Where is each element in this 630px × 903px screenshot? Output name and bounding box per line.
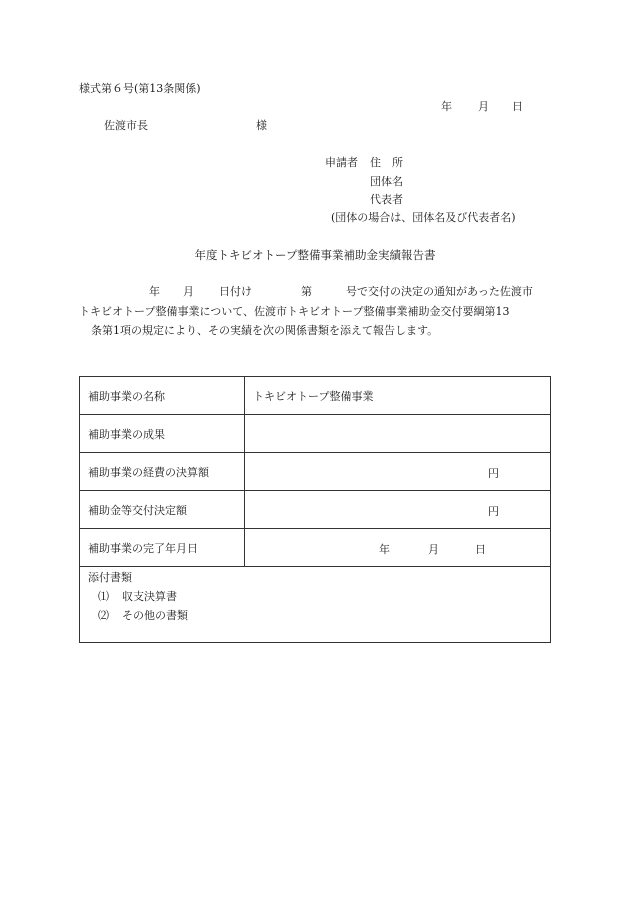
- applicant-note: (団体の場合は、団体名及び代表者名): [331, 211, 516, 224]
- completion-day: 日: [475, 543, 486, 556]
- body-month: 月: [183, 285, 194, 298]
- date-year: 年: [441, 100, 452, 113]
- attachment-item: [88, 588, 550, 604]
- attachment-text: その他の書類: [122, 609, 188, 622]
- table-row: [80, 415, 551, 453]
- applicant-label: 申請者: [325, 156, 358, 169]
- body-day-ref: 日付け: [219, 285, 252, 298]
- document-title: 年度トキビオトープ整備事業補助金実績報告書: [194, 248, 436, 262]
- attachment-text: 収支決算書: [122, 590, 177, 603]
- completion-year: 年: [379, 543, 390, 556]
- table-row: [80, 377, 551, 415]
- report-table: [79, 376, 551, 643]
- attachment-item: [88, 607, 550, 623]
- body-year: 年: [149, 285, 160, 298]
- attachment-number: ⑴: [98, 590, 109, 603]
- yen-unit: 円: [488, 467, 499, 480]
- body-line-1-rest: 号で交付の決定の通知があった佐渡市: [346, 285, 533, 298]
- completion-month: 月: [428, 543, 439, 556]
- row-label: 補助金等交付決定額: [80, 491, 245, 529]
- addressee: 佐渡市長: [104, 119, 148, 132]
- form-number: 様式第６号(第13条関係): [79, 82, 201, 95]
- date-day: 日: [512, 100, 523, 113]
- table-row: [80, 453, 551, 491]
- body-line-3: 条第1項の規定により、その実績を次の関係書類を添えて報告します。: [91, 324, 439, 337]
- table-row: [80, 529, 551, 567]
- yen-unit: 円: [488, 505, 499, 518]
- row-label: 補助事業の経費の決算額: [80, 453, 245, 491]
- table-row: [80, 491, 551, 529]
- row-label: 補助事業の成果: [80, 415, 245, 453]
- row-value: トキビオトープ整備事業: [245, 377, 551, 415]
- row-label: 補助事業の完了年月日: [80, 529, 245, 567]
- attachments-cell: [80, 567, 551, 643]
- honorific: 様: [256, 119, 267, 132]
- applicant-address-label: 住 所: [370, 156, 403, 169]
- row-label: 補助事業の名称: [80, 377, 245, 415]
- row-value: [245, 453, 551, 491]
- body-line-2: トキビオトープ整備事業について、佐渡市トキビオトープ整備事業補助金交付要綱第13: [79, 305, 510, 318]
- row-value: [245, 415, 551, 453]
- applicant-group-label: 団体名: [370, 175, 403, 188]
- attachments-row: [80, 567, 551, 643]
- attachments-heading: 添付書類: [88, 571, 132, 584]
- body-dai: 第: [301, 285, 312, 298]
- attachment-number: ⑵: [98, 609, 109, 622]
- applicant-rep-label: 代表者: [370, 193, 403, 206]
- row-value: [245, 529, 551, 567]
- row-value: [245, 491, 551, 529]
- date-month: 月: [478, 100, 489, 113]
